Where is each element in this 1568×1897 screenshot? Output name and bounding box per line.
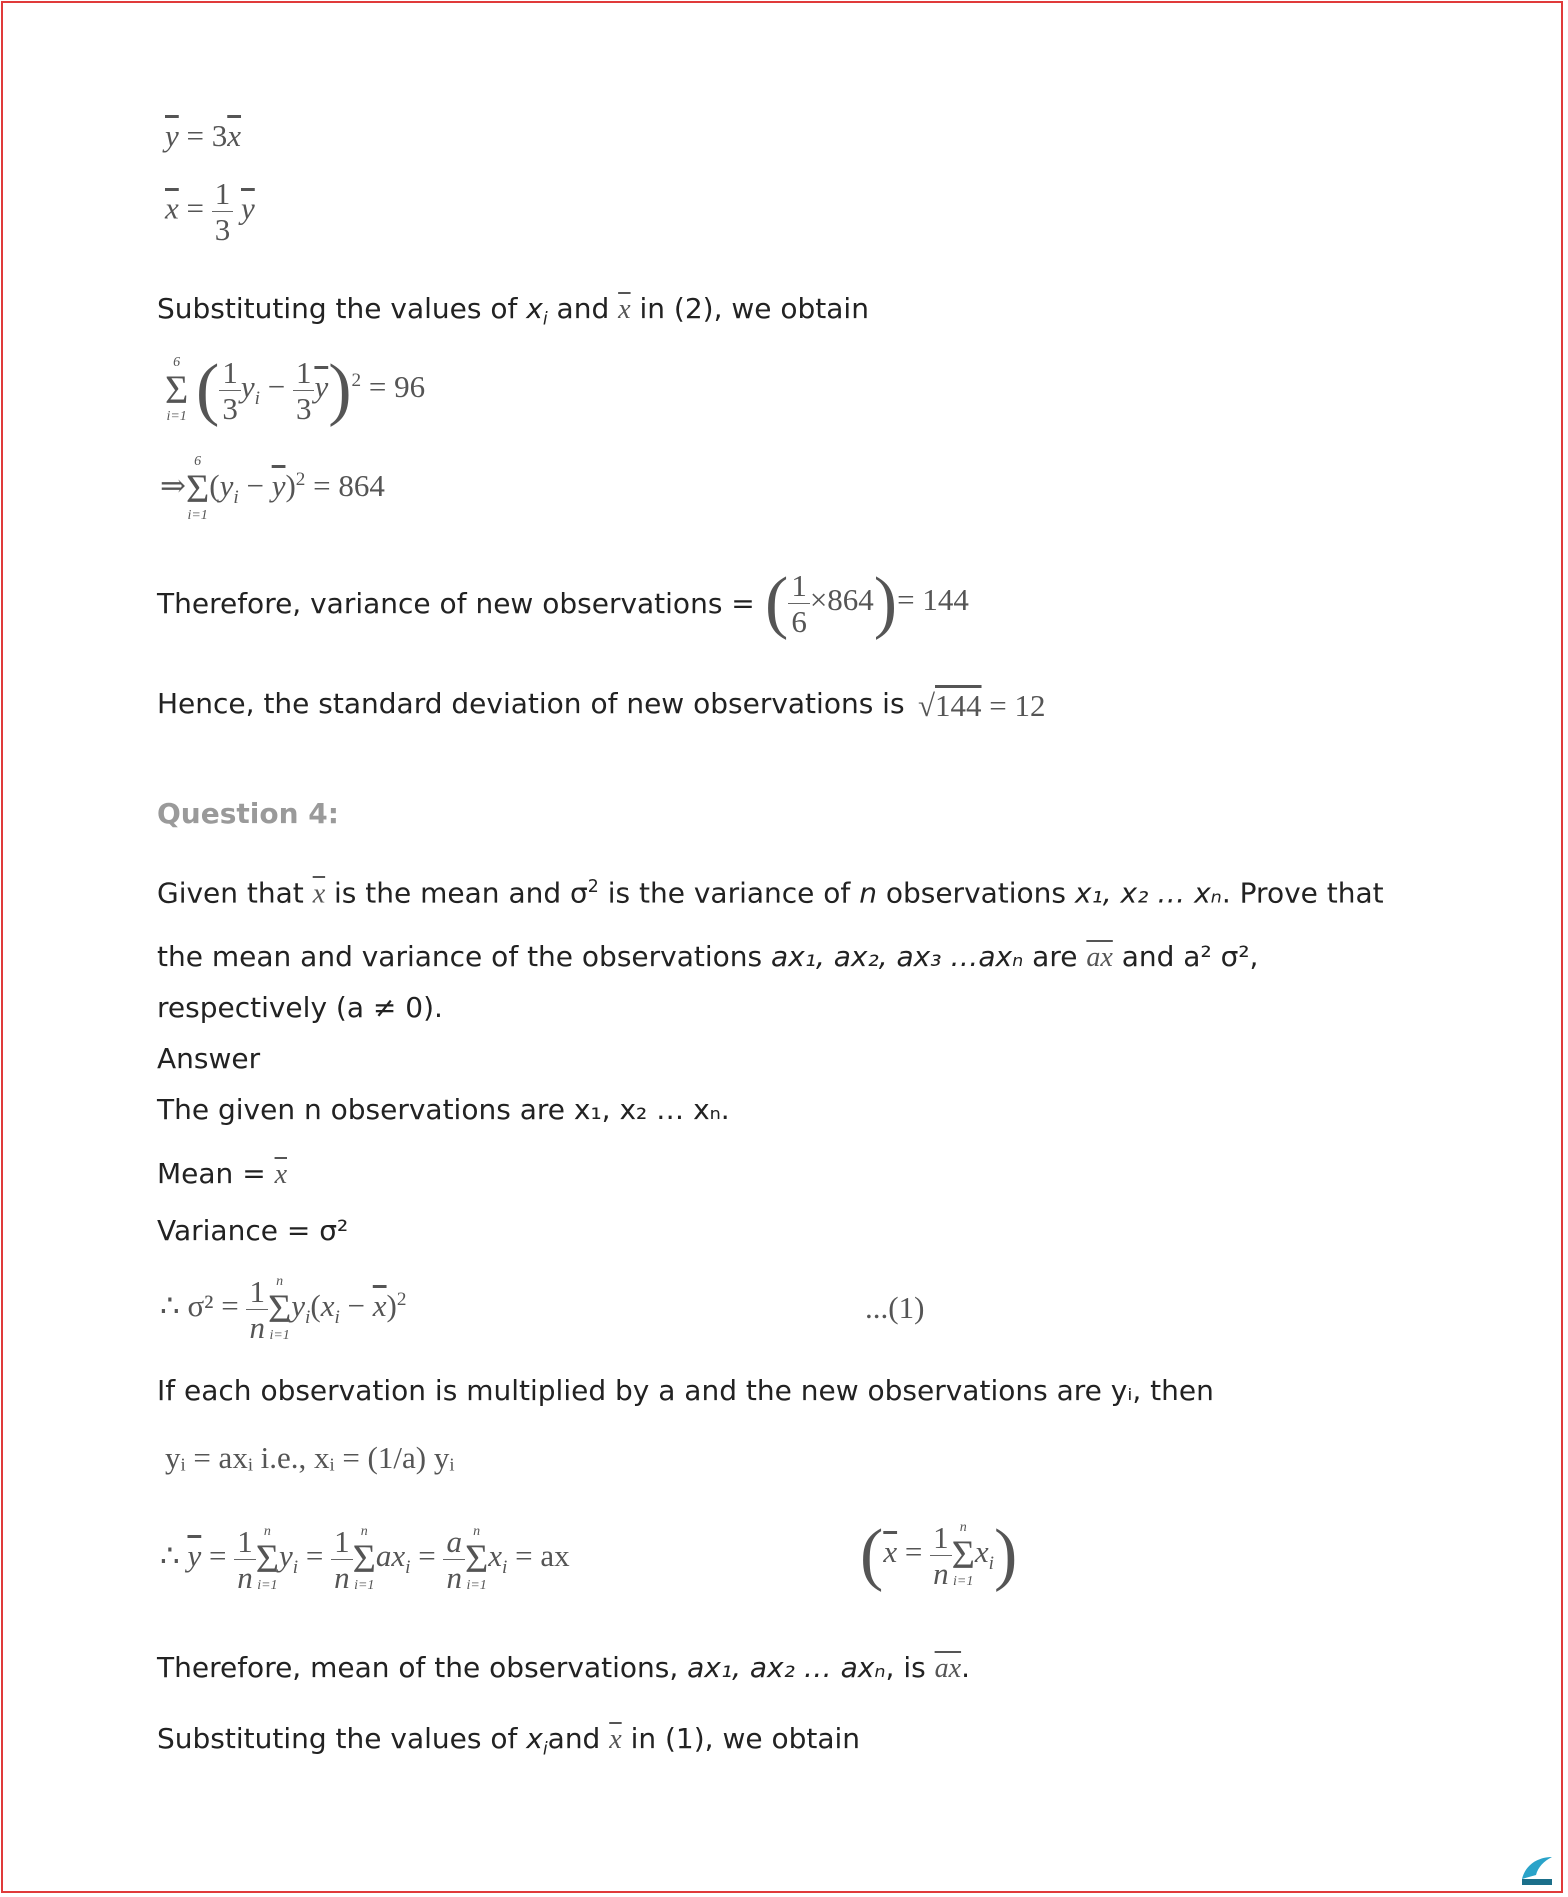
equation-1-tag: ...(1) bbox=[865, 1290, 925, 1325]
paragraph-variance-new: Therefore, variance of new observations = bbox=[157, 587, 755, 620]
equation-sum-96: 6 Σ i=1 ( $\frac{1}{3}$ $y_i$ − $\frac{1}{3}$ $\overline{y})^2 = 96$ bbox=[165, 351, 426, 428]
equation-x-bar: $\overline{x}$ = $\frac{1}{3}$ $\overline{y}$ bbox=[165, 176, 255, 247]
equation-variance-144: ( $\frac{1}{6}$ ×864)= 144 bbox=[765, 564, 969, 641]
answer-mean: Mean = $\overline{x}$ bbox=[157, 1157, 287, 1190]
equation-x-bar-definition: ($\overline{x}$ = $\frac{1}{n}$ n Σ i=1 $x_i$) bbox=[860, 1516, 1018, 1593]
paragraph-substituting-2: Substituting the values of $x_i$ and $\overline{x}$ in (2), we obtain bbox=[157, 292, 869, 330]
paragraph-substituting-1: Substituting the values of $x_iand$ $\overline{x}$ in (1), we obtain bbox=[157, 1722, 861, 1760]
question-4-line-2: the mean and variance of the observations ax₁, ax₂, ax₃ …axₙ are $\overline{ax}$ and a² σ², bbox=[157, 940, 1259, 973]
paragraph-mean-result: Therefore, mean of the observations, ax₁, ax₂ … axₙ, is $\overline{ax}$. bbox=[157, 1651, 970, 1684]
equation-y-bar: $\overline{y} = 3\overline{x}$ bbox=[165, 118, 242, 153]
brand-logo-icon bbox=[1518, 1853, 1554, 1887]
equation-1-variance: ∴ σ² = $\frac{1}{n}$ n Σ i=1 $y_i(x_i - \overline{x})^2$ bbox=[160, 1273, 407, 1345]
equation-mean-ax: ∴ $\overline{y}$ = $\frac{1}{n}$ n Σ i=1 $y_i$ = $\frac{1}{n}$ n Σ i=1 $ax_i$ = $\frac{a}{n}$ n Σ i=1 $x_i$ = ax bbox=[160, 1523, 570, 1595]
answer-variance: Variance = σ² bbox=[157, 1214, 349, 1247]
question-4-heading: Question 4: bbox=[157, 797, 339, 830]
question-4-line-1: Given that $\overline{x}$ is the mean and $\sigma^2$ is the variance of n observations x₁, x₂ … xₙ. Prove that bbox=[157, 876, 1384, 910]
equation-y-equals-ax: yᵢ = axᵢ i.e., xᵢ = (1/a) yᵢ bbox=[165, 1440, 455, 1475]
answer-given: The given n observations are x₁, x₂ … xₙ. bbox=[157, 1093, 730, 1126]
answer-label: Answer bbox=[157, 1042, 261, 1075]
paragraph-standard-deviation: Hence, the standard deviation of new observations is bbox=[157, 687, 905, 720]
equation-sum-864: ⇒ 6 Σ i=1 $(y_i - \overline{y})^2 = 864$ bbox=[160, 454, 385, 523]
paragraph-multiplied: If each observation is multiplied by a and the new observations are yᵢ, then bbox=[157, 1374, 1214, 1407]
equation-sqrt-144: √144 = 12 bbox=[918, 688, 1046, 723]
question-4-line-3: respectively (a ≠ 0). bbox=[157, 991, 443, 1024]
